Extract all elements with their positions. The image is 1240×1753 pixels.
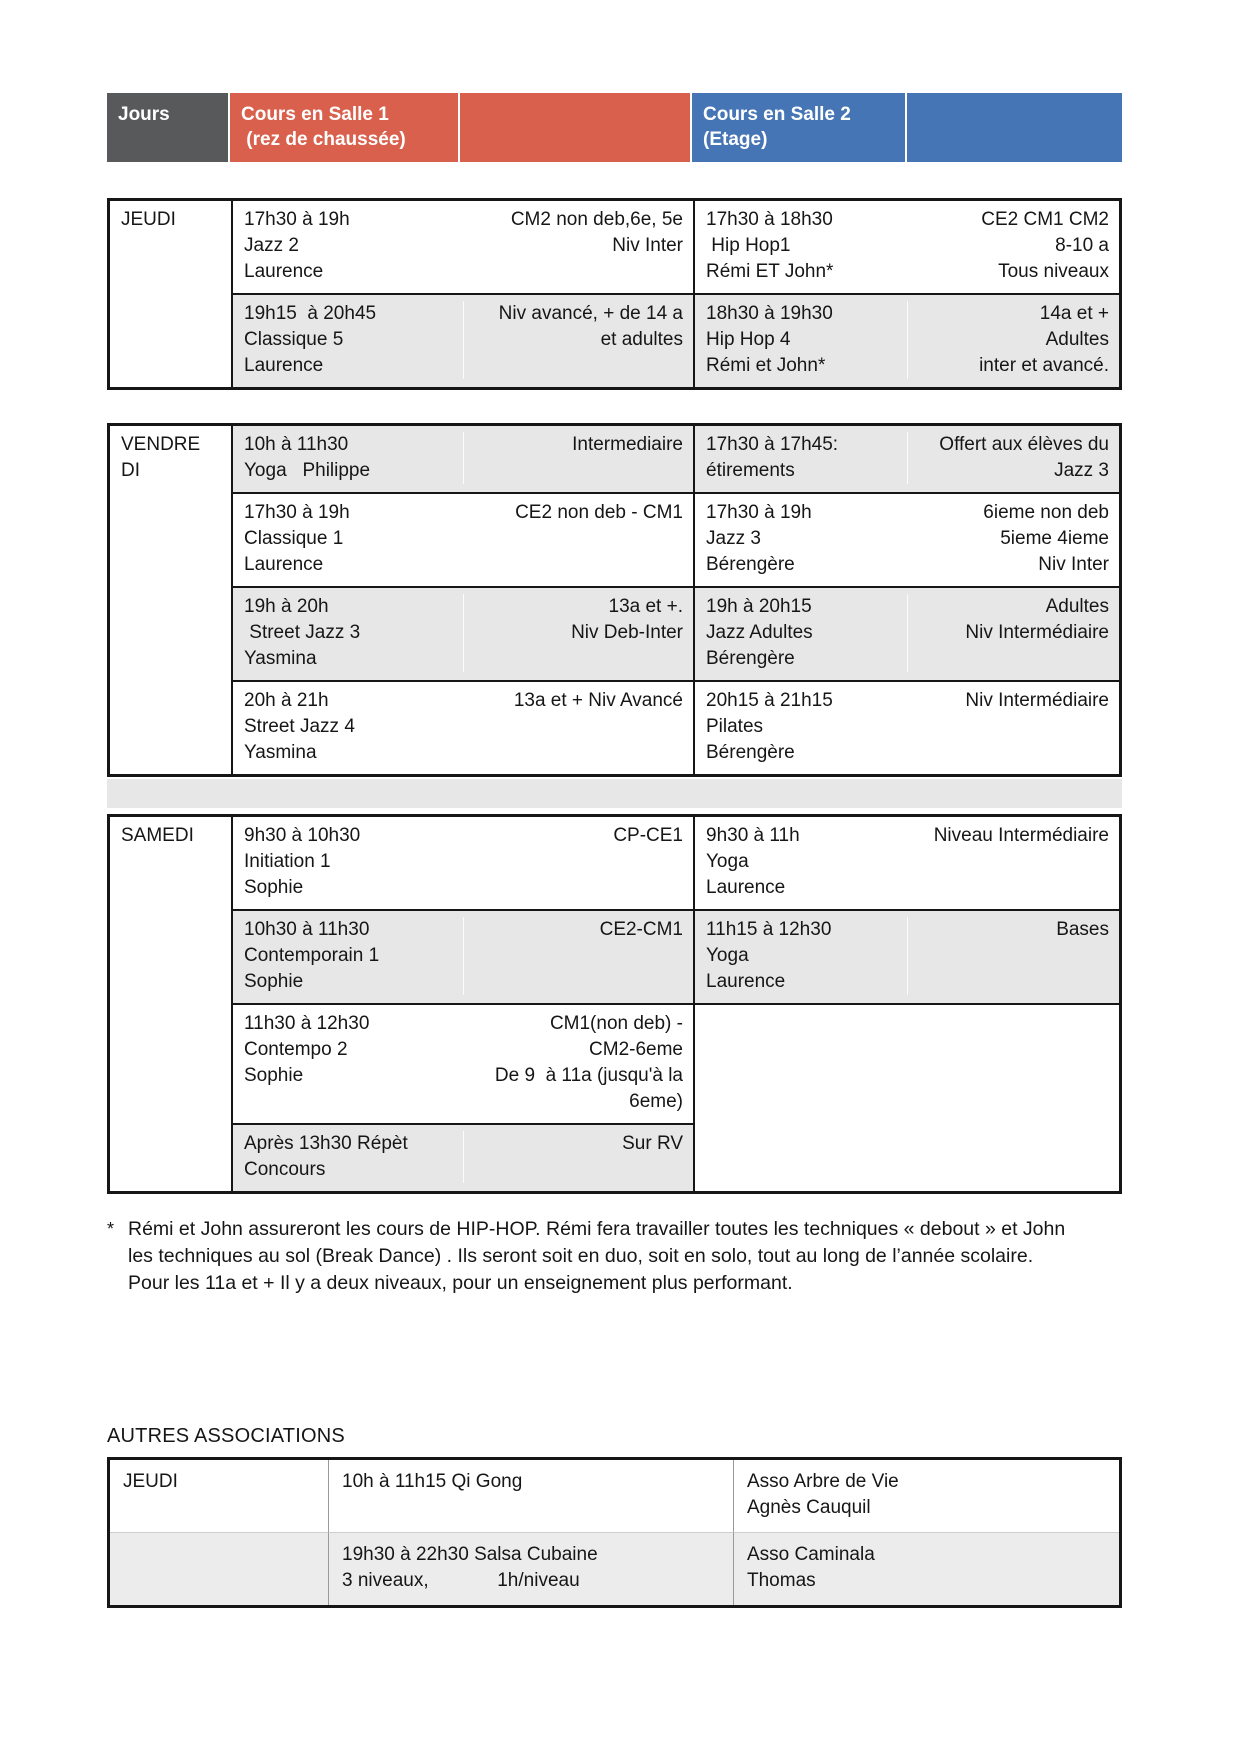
class-info-line: Initiation 1 bbox=[244, 851, 331, 872]
class-level bbox=[908, 500, 1110, 578]
class-info-line: Yoga bbox=[706, 945, 749, 966]
class-info-line: Yasmina bbox=[244, 648, 317, 669]
class-level bbox=[907, 594, 1110, 672]
class-level bbox=[464, 207, 684, 285]
class-info-line: Jazz Adultes bbox=[706, 622, 813, 643]
class-cell-salle1 bbox=[233, 586, 695, 680]
class-level bbox=[464, 500, 684, 578]
class-info-line: 17h30 à 18h30 bbox=[706, 209, 833, 230]
day-label-cell bbox=[110, 426, 233, 774]
footnote-asterisk: * bbox=[107, 1219, 115, 1239]
class-info-line: 17h30 à 19h bbox=[244, 209, 350, 230]
autres-association-line: Agnès Cauquil bbox=[747, 1497, 871, 1518]
class-info-line: Sophie bbox=[244, 971, 304, 992]
class-cell-salle1 bbox=[233, 426, 695, 492]
class-info bbox=[706, 594, 813, 672]
header-salle1-spacer-cell bbox=[460, 93, 692, 162]
class-level-line: CM2 non deb,6e, 5e bbox=[510, 209, 683, 230]
class-level bbox=[464, 1011, 684, 1115]
class-info bbox=[244, 594, 360, 672]
class-info-line: 11h15 à 12h30 bbox=[706, 919, 832, 940]
class-info-line: Laurence bbox=[706, 971, 786, 992]
class-info bbox=[706, 301, 833, 379]
header-salle2-cell bbox=[692, 93, 907, 162]
autres-day-cell bbox=[110, 1532, 328, 1605]
class-cell-salle2 bbox=[695, 586, 1119, 680]
class-level bbox=[908, 688, 1110, 766]
class-info-line: Laurence bbox=[244, 261, 324, 282]
header-salle2-line2: (Etage) bbox=[703, 129, 768, 150]
class-level bbox=[908, 207, 1110, 285]
class-level-line: Niv Intermédiaire bbox=[965, 622, 1109, 643]
class-cell-salle2 bbox=[695, 817, 1119, 909]
header-salle2-spacer-cell bbox=[907, 93, 1122, 162]
class-level-line: et adultes bbox=[600, 329, 683, 350]
header-salle2-line1: Cours en Salle 2 bbox=[703, 104, 851, 125]
header-salle1-line2: (rez de chaussée) bbox=[241, 129, 406, 150]
class-info-line: 10h30 à 11h30 bbox=[244, 919, 370, 940]
class-level bbox=[907, 301, 1110, 379]
footnote-text: Rémi et John assureront les cours de HIP-HOP. Rémi fera travailler toutes les techniques « debout » et John les techniques au sol (Break Dance) . Ils seront soit en duo, soit en solo, tout au long de l’année scolaire. Pour les 11a et + Il y a deux niveaux, pour un enseignement plus performant. bbox=[128, 1218, 1066, 1294]
autres-activity-cell bbox=[328, 1460, 733, 1532]
class-info bbox=[706, 432, 838, 484]
header-jours-label: Jours bbox=[118, 104, 170, 125]
class-level-line: Niv Inter bbox=[612, 235, 683, 256]
day-label: SAMEDI bbox=[121, 825, 194, 846]
class-info-line: Contemporain 1 bbox=[244, 945, 380, 966]
class-cell-salle1 bbox=[233, 201, 695, 293]
class-cell-salle1 bbox=[233, 1123, 695, 1191]
class-info bbox=[244, 1011, 369, 1115]
class-info-line: Jazz 2 bbox=[244, 235, 299, 256]
class-info-line: 17h30 à 19h bbox=[706, 502, 812, 523]
class-cell-salle1 bbox=[233, 492, 695, 586]
table-header-row bbox=[107, 93, 1122, 162]
class-info-line: Hip Hop 4 bbox=[706, 329, 791, 350]
class-info-line: Contempo 2 bbox=[244, 1039, 348, 1060]
class-level-line: Intermediaire bbox=[572, 434, 683, 455]
class-info-line: Classique 1 bbox=[244, 528, 344, 549]
class-info-line: Pilates bbox=[706, 716, 764, 737]
autres-associations-table bbox=[107, 1457, 1122, 1608]
class-level bbox=[463, 301, 684, 379]
class-info-line: 9h30 à 11h bbox=[706, 825, 800, 846]
header-salle1-line1: Cours en Salle 1 bbox=[241, 104, 389, 125]
class-info-line: étirements bbox=[706, 460, 795, 481]
autres-day-cell bbox=[110, 1460, 328, 1532]
class-level bbox=[908, 823, 1110, 901]
class-info bbox=[706, 500, 812, 578]
class-cell-salle2 bbox=[695, 426, 1119, 492]
class-level-line: 5ieme 4ieme bbox=[1000, 528, 1109, 549]
class-level-line: Niv Inter bbox=[1038, 554, 1109, 575]
class-info-line: Street Jazz 4 bbox=[244, 716, 355, 737]
autres-associations-heading: AUTRES ASSOCIATIONS bbox=[107, 1425, 345, 1447]
class-info-line: Yasmina bbox=[244, 742, 317, 763]
day-label: DI bbox=[121, 460, 140, 481]
class-info-line: 20h à 21h bbox=[244, 690, 329, 711]
class-level bbox=[463, 594, 684, 672]
class-level bbox=[463, 432, 684, 484]
class-info-line: 17h30 à 19h bbox=[244, 502, 350, 523]
autres-association-cell bbox=[733, 1532, 1119, 1605]
class-info-line: Laurence bbox=[244, 355, 324, 376]
class-info bbox=[244, 688, 355, 766]
class-level-line: CP-CE1 bbox=[613, 825, 683, 846]
class-level bbox=[463, 1131, 684, 1183]
class-cell-salle1 bbox=[233, 909, 695, 1003]
autres-activity-line: 3 niveaux, 1h/niveau bbox=[342, 1570, 580, 1591]
class-level-line: 14a et + bbox=[1039, 303, 1109, 324]
class-cell-salle2 bbox=[695, 1003, 1119, 1191]
autres-activity-line: 19h30 à 22h30 Salsa Cubaine bbox=[342, 1544, 598, 1565]
class-level-line: De 9 à 11a (jusqu'à la bbox=[494, 1065, 683, 1086]
class-level-line: CM1(non deb) - bbox=[549, 1013, 683, 1034]
class-level-line: CE2 CM1 CM2 bbox=[981, 209, 1109, 230]
class-cell-salle2 bbox=[695, 680, 1119, 774]
autres-association-line: Asso Arbre de Vie bbox=[747, 1471, 899, 1492]
class-info-line: 18h30 à 19h30 bbox=[706, 303, 833, 324]
class-info-line: Laurence bbox=[706, 877, 786, 898]
class-level-line: Niveau Intermédiaire bbox=[933, 825, 1109, 846]
class-cell-salle2 bbox=[695, 293, 1119, 387]
header-salle1-cell bbox=[230, 93, 460, 162]
class-level-line: 13a et + Niv Avancé bbox=[513, 690, 683, 711]
autres-association-line: Asso Caminala bbox=[747, 1544, 875, 1565]
schedule-table-jeudi bbox=[107, 198, 1122, 390]
class-info-line: Concours bbox=[244, 1159, 326, 1180]
autres-association-cell bbox=[733, 1460, 1119, 1532]
autres-association-line: Thomas bbox=[747, 1570, 816, 1591]
class-info-line: Rémi ET John* bbox=[706, 261, 834, 282]
class-info-line: Hip Hop1 bbox=[706, 235, 791, 256]
shaded-spacer-band bbox=[107, 779, 1122, 808]
class-info-line: 19h à 20h bbox=[244, 596, 329, 617]
class-info-line: Street Jazz 3 bbox=[244, 622, 361, 643]
class-level-line: Tous niveaux bbox=[998, 261, 1109, 282]
schedule-table-vendredi bbox=[107, 423, 1122, 777]
class-info-line: Après 13h30 Répèt bbox=[244, 1133, 408, 1154]
class-cell-salle1 bbox=[233, 1003, 695, 1123]
class-level-line: Adultes bbox=[1045, 329, 1109, 350]
class-info-line: 11h30 à 12h30 bbox=[244, 1013, 370, 1034]
class-info-line: 19h15 à 20h45 bbox=[244, 303, 377, 324]
class-level bbox=[908, 1011, 1110, 1183]
class-level-line: 13a et +. bbox=[608, 596, 683, 617]
class-cell-salle2 bbox=[695, 201, 1119, 293]
class-level-line: Bases bbox=[1056, 919, 1109, 940]
class-level bbox=[907, 917, 1110, 995]
class-level bbox=[464, 823, 684, 901]
class-info bbox=[244, 1131, 408, 1183]
class-info bbox=[706, 823, 800, 901]
class-level bbox=[907, 432, 1110, 484]
class-level-line: CE2-CM1 bbox=[599, 919, 683, 940]
class-info-line: 20h15 à 21h15 bbox=[706, 690, 833, 711]
class-level-line: 8-10 a bbox=[1055, 235, 1109, 256]
autres-activity-line: 10h à 11h15 Qi Gong bbox=[342, 1471, 523, 1492]
class-level-line: Niv avancé, + de 14 a bbox=[498, 303, 683, 324]
class-level-line: CM2-6eme bbox=[589, 1039, 683, 1060]
class-info-line: 17h30 à 17h45: bbox=[706, 434, 839, 455]
class-info-line: Sophie bbox=[244, 877, 304, 898]
class-level-line: Jazz 3 bbox=[1054, 460, 1109, 481]
class-info-line: Jazz 3 bbox=[706, 528, 761, 549]
class-info bbox=[706, 917, 831, 995]
class-info-line: Sophie bbox=[244, 1065, 304, 1086]
class-info-line: Yoga Philippe bbox=[244, 460, 371, 481]
day-label: JEUDI bbox=[121, 209, 176, 230]
class-info bbox=[244, 301, 376, 379]
class-level bbox=[464, 688, 684, 766]
class-level bbox=[463, 917, 684, 995]
class-info-line: Classique 5 bbox=[244, 329, 344, 350]
autres-activity-cell bbox=[328, 1532, 733, 1605]
header-jours-cell bbox=[107, 93, 230, 162]
class-info-line: 9h30 à 10h30 bbox=[244, 825, 361, 846]
day-label: VENDRE bbox=[121, 434, 201, 455]
day-label-cell bbox=[110, 817, 233, 1191]
class-cell-salle1 bbox=[233, 293, 695, 387]
class-level-line: 6eme) bbox=[629, 1091, 683, 1112]
autres-day-label: JEUDI bbox=[123, 1471, 178, 1492]
class-level-line: Niv Deb-Inter bbox=[571, 622, 683, 643]
class-cell-salle2 bbox=[695, 492, 1119, 586]
class-level-line: Adultes bbox=[1045, 596, 1109, 617]
class-level-line: CE2 non deb - CM1 bbox=[515, 502, 683, 523]
class-cell-salle1 bbox=[233, 817, 695, 909]
class-level-line: Niv Intermédiaire bbox=[965, 690, 1109, 711]
class-info bbox=[244, 917, 379, 995]
footnote bbox=[107, 1216, 1079, 1297]
class-info bbox=[706, 688, 833, 766]
class-info-line: Bérengère bbox=[706, 648, 795, 669]
class-info-line: 10h à 11h30 bbox=[244, 434, 349, 455]
class-info bbox=[244, 207, 350, 285]
class-level-line: inter et avancé. bbox=[979, 355, 1109, 376]
class-info-line: Yoga bbox=[706, 851, 749, 872]
class-info bbox=[244, 823, 360, 901]
document-content bbox=[107, 93, 1122, 1608]
class-info-line: Bérengère bbox=[706, 554, 795, 575]
class-info bbox=[244, 500, 350, 578]
class-info-line: Laurence bbox=[244, 554, 324, 575]
class-info-line: Bérengère bbox=[706, 742, 795, 763]
class-info-line: Rémi et John* bbox=[706, 355, 826, 376]
schedule-tables bbox=[107, 198, 1122, 1194]
class-cell-salle1 bbox=[233, 680, 695, 774]
day-label-cell bbox=[110, 201, 233, 387]
class-info bbox=[244, 432, 370, 484]
class-info bbox=[706, 207, 833, 285]
class-level-line: Sur RV bbox=[622, 1133, 683, 1154]
class-level-line: Offert aux élèves du bbox=[939, 434, 1109, 455]
schedule-table-samedi bbox=[107, 814, 1122, 1194]
class-cell-salle2 bbox=[695, 909, 1119, 1003]
class-info-line: 19h à 20h15 bbox=[706, 596, 812, 617]
class-level-line: 6ieme non deb bbox=[983, 502, 1109, 523]
